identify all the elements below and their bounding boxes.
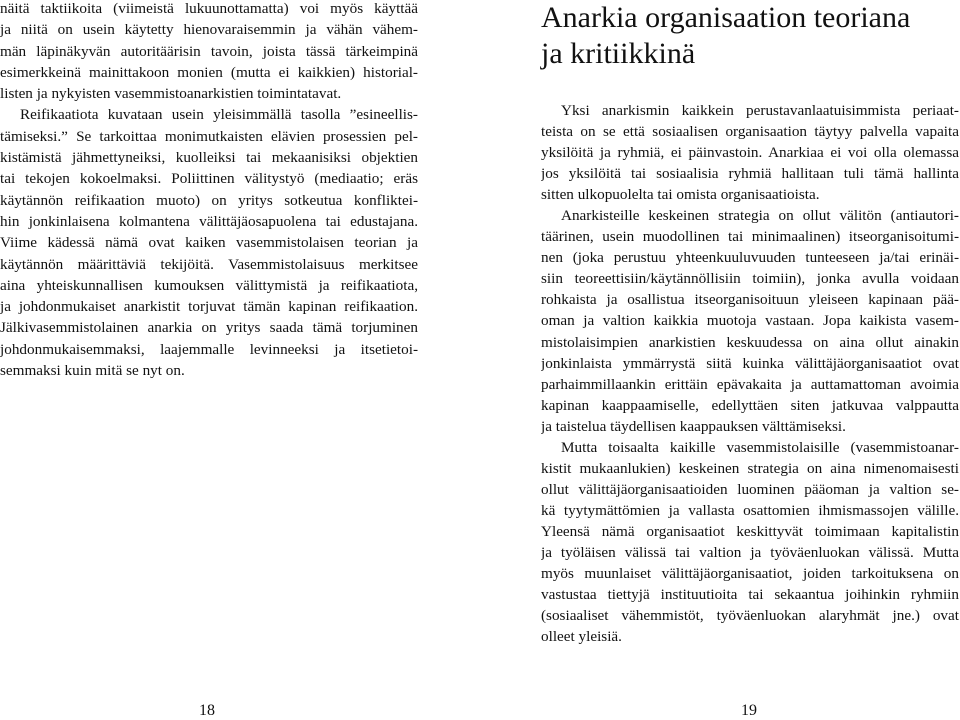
page-number-right: 19 — [741, 702, 757, 719]
page-number-left: 18 — [199, 702, 215, 719]
text-line: olleet yleisiä. — [541, 628, 622, 646]
text-line: (sosiaaliset vähemmistöt, työväenluokan alaryhmät jne.) ovat — [541, 607, 959, 625]
text-line: Yleensä nämä organisaatiot keskittyvät toimimaan kapitalistin — [541, 522, 959, 540]
text-line: semmaksi kuin mitä se nyt on. — [0, 362, 185, 380]
text-line: ja taistelua täydellisen kaappauksen välttämiseksi. — [541, 417, 846, 435]
text-line: yksilöitä ja ryhmiä, ei päinvastoin. Anarkiaa ei voi olla olemassa — [541, 144, 959, 162]
text-line: ollut välittäjäorganisaatioiden luominen pääoman ja valtion se- — [541, 480, 959, 498]
text-line: Anarkisteille keskeinen strategia on ollut välitön (antiautori- — [561, 207, 959, 225]
chapter-title — [541, 0, 959, 72]
text-line: täärinen, usein muodollinen tai minimaalinen) itseorganisoitumi- — [541, 228, 959, 246]
text-line: nen (joka perustuu yhteenkuuluvuuden tunteeseen ja/tai erinäi- — [541, 249, 959, 267]
text-line: män läpinäkyvän autoritäärisin tavoin, joista tässä tärkeimpinä — [0, 42, 418, 60]
text-line: ja työläisen välissä tai valtion ja työväenluokan välissä. Mutta — [541, 543, 959, 561]
text-line: Viime kädessä nämä ovat kaiken vasemmistolaisen teorian ja — [0, 234, 418, 252]
text-line: ja johdonmukaiset anarkistit torjuvat tämän kapinan reifikaation. — [0, 298, 418, 316]
text-line: siin teoreettisiin/käytännöllisiin toimiin), jonka avulla voidaan — [541, 270, 959, 288]
text-line: listen ja nykyisten vasemmistoanarkistien toimintatavat. — [0, 85, 342, 103]
text-line: esimerkkeinä mainittakoon monien (mutta ei kaikkien) historial- — [0, 63, 418, 81]
text-line: Mutta toisaalta kaikille vasemmistolaisille (vasemmistoanar- — [561, 438, 959, 456]
right-page-body — [541, 100, 959, 647]
text-line: käytännön määrittäviä tekijöitä. Vasemmistolaisuus merkitsee — [0, 255, 418, 273]
text-line: tämiseksi.” Se tarkoittaa monimutkaisten elävien prosessien pel- — [0, 127, 418, 145]
text-line: parhaimmillaankin erittäin epävakaita ja auttamattoman avoimia — [541, 375, 959, 393]
text-line: ja niitä on usein käytetty hienovaraisemmin ja vähän vähem- — [0, 21, 418, 39]
text-line: hin jonkinlaisena kolmantena välittäjäosapuolena tai edustajana. — [0, 212, 418, 230]
text-line: kä tyytymättömien ja vallasta osattomien ihmismassojen välille. — [541, 501, 959, 519]
text-line: kapinan kaappaamiselle, edellyttäen siten jatkuvaa valppautta — [541, 396, 959, 414]
text-line: aina yhteiskunnallisen kumouksen välittymistä ja reifikaatiota, — [0, 276, 418, 294]
text-line: Jälkivasemmistolainen anarkia on yritys saada tämä torjuminen — [0, 319, 418, 337]
text-line: teista on se että sosiaalisen organisaation täytyy palvella vapaita — [541, 123, 959, 141]
text-line: johdonmukaisemmaksi, laajemmalle levinneeksi ja itsetietoi- — [0, 340, 418, 358]
text-line: käytännön reifikaation muoto) on yritys sotkeutua konfliktei- — [0, 191, 418, 209]
text-line: jonkinlaista ymmärrystä siitä kuinka välittäjäorganisaatiot ovat — [541, 354, 959, 372]
text-line: rohkaista ja osallistua itseorganisoituun yleiseen kapinaan pää- — [541, 291, 959, 309]
text-line: mistolaisimpien anarkistien keskuudessa on aina ollut ainakin — [541, 333, 959, 351]
text-line: Reifikaatiota kuvataan usein yleisimmällä tasolla ”esineellis- — [20, 106, 418, 124]
text-line: jos yksilöitä tai sosiaalisia ryhmiä hallitaan tuli tämä hallinta — [541, 165, 959, 183]
text-line: näitä taktiikoita (viimeistä lukuunottamatta) voi myös käyttää — [0, 0, 418, 17]
chapter-title-line: ja kritiikkinä — [541, 37, 696, 70]
text-line: Yksi anarkismin kaikkein perustavanlaatuisimmista periaat- — [561, 102, 959, 119]
chapter-title-line: Anarkia organisaation teoriana — [541, 1, 911, 34]
text-line: vastustaa tiettyjä instituutioita tai sekaantua joihinkin ryhmiin — [541, 586, 959, 604]
text-line: kistämistä jähmettyneiksi, kuolleiksi tai mekaanisiksi objektien — [0, 149, 418, 167]
text-line: myös muunlaiset välittäjäorganisaatiot, joiden tarkoituksena on — [541, 565, 959, 583]
text-line: kistit mukaanlukien) keskeinen strategia on aina nimenomaisesti — [541, 459, 959, 477]
text-line: oman ja valtion kaikkia muotoja vastaan. Jopa kaikista vasem- — [541, 312, 959, 330]
text-line: tai tekojen kokoelmaksi. Poliittinen välitystyö (mediaatio; eräs — [0, 170, 418, 188]
text-line: sitten ulkopuolelta tai omista organisaatioista. — [541, 186, 820, 204]
left-page-body — [0, 0, 418, 381]
